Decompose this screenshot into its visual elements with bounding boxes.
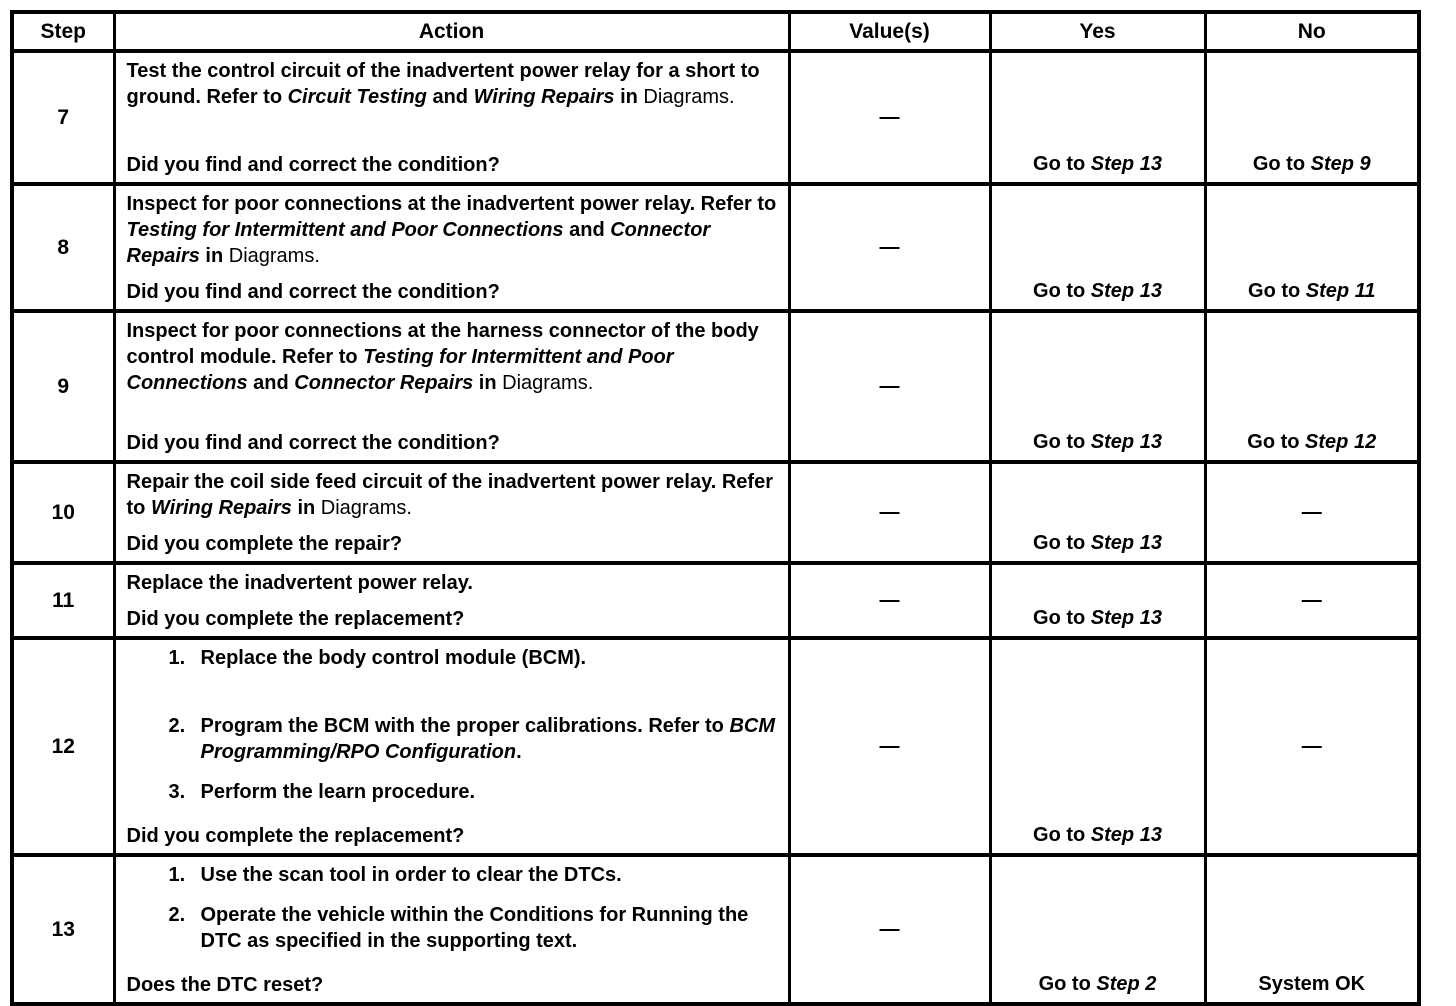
step-cell: 13 [12, 855, 114, 1004]
text-segment: Step 13 [1090, 280, 1162, 302]
cell-text [1207, 279, 1418, 304]
text-segment: Go to [1033, 153, 1091, 175]
dash-placeholder [1207, 588, 1418, 613]
table-row [12, 462, 1419, 563]
action-question: Did you complete the repair? [126, 533, 403, 555]
text-segment: Go to [1033, 532, 1091, 554]
list-number: 3. [168, 781, 186, 803]
text-segment: Test the control circuit of the inadvertent power relay for a short to ground. Refer to [126, 60, 760, 108]
action-paragraph [127, 469, 778, 521]
action-cell [114, 462, 789, 563]
dash-placeholder [791, 235, 989, 260]
cell-text [992, 430, 1204, 455]
text-segment: Step 13 [1090, 153, 1162, 175]
yes-cell [990, 311, 1205, 462]
no-cell [1205, 51, 1419, 184]
value-cell [789, 638, 990, 855]
text-segment: Inspect for poor connections at the inadvertent power relay. Refer to [126, 193, 777, 215]
action-list-item [127, 862, 778, 888]
action-question: Did you find and correct the condition? [126, 432, 500, 454]
cell-text [1207, 972, 1418, 997]
text-segment: Wiring Repairs [150, 497, 292, 519]
text-segment: Inspect for poor connections at the harness connector of the body control module. Refer to [126, 320, 759, 368]
table-row [12, 184, 1419, 311]
table-row [12, 638, 1419, 855]
text-segment: Perform the learn procedure. [200, 781, 476, 803]
yes-cell [990, 51, 1205, 184]
action-list-item [127, 779, 778, 805]
text-segment: — [1301, 735, 1322, 757]
text-segment: Connector Repairs [294, 372, 474, 394]
text-segment: Step 2 [1096, 973, 1157, 995]
no-cell [1205, 462, 1419, 563]
text-segment: Testing for Intermittent and Poor Connections [126, 346, 674, 394]
text-segment: Step 13 [1090, 532, 1162, 554]
action-cell [114, 311, 789, 462]
value-cell [789, 184, 990, 311]
yes-cell [990, 855, 1205, 1004]
cell-text [1207, 152, 1418, 177]
text-segment: Go to [1247, 431, 1306, 453]
list-item-text [201, 713, 778, 765]
list-item-text [201, 862, 778, 888]
column-header-step: Step [12, 12, 114, 51]
yes-cell [990, 184, 1205, 311]
text-segment: Repair the coil side feed circuit of the inadvertent power relay. Refer to [126, 471, 773, 519]
text-segment: — [879, 106, 900, 128]
cell-text [992, 152, 1204, 177]
text-segment: Go to [1248, 280, 1306, 302]
no-cell [1205, 638, 1419, 855]
action-cell [114, 638, 789, 855]
text-segment: — [879, 501, 900, 523]
text-segment: — [879, 918, 900, 940]
value-cell [789, 51, 990, 184]
value-cell [789, 855, 990, 1004]
step-cell: 10 [12, 462, 114, 563]
action-cell [114, 563, 789, 638]
diagnostic-table [10, 10, 1421, 1006]
value-cell [789, 462, 990, 563]
table-row [12, 51, 1419, 184]
text-segment: Step 9 [1310, 153, 1371, 175]
no-cell [1205, 311, 1419, 462]
action-paragraph [127, 58, 778, 110]
text-segment: . [516, 741, 522, 763]
list-number: 2. [168, 715, 186, 737]
list-number: 1. [168, 647, 186, 669]
text-segment: Wiring Repairs [473, 86, 615, 108]
text-segment: Diagrams. [502, 372, 594, 394]
dash-placeholder [791, 374, 989, 399]
text-segment: Step 13 [1090, 431, 1162, 453]
column-header-values: Value(s) [789, 12, 990, 51]
text-segment: — [879, 589, 900, 611]
cell-text [1207, 430, 1418, 455]
table-row [12, 311, 1419, 462]
dash-placeholder [791, 500, 989, 525]
action-list-item [127, 902, 778, 954]
text-segment: Diagrams. [228, 245, 320, 267]
text-segment: — [1301, 501, 1322, 523]
text-segment: Step 12 [1305, 431, 1377, 453]
text-segment: and [247, 372, 295, 394]
text-segment: Circuit Testing [287, 86, 427, 108]
table-row [12, 563, 1419, 638]
list-item-text [201, 779, 778, 805]
dash-placeholder [1207, 500, 1418, 525]
dash-placeholder [791, 588, 989, 613]
action-question: Does the DTC reset? [126, 974, 324, 996]
text-segment: Connector Repairs [126, 219, 711, 267]
list-item-text [201, 645, 778, 671]
action-cell [114, 855, 789, 1004]
dash-placeholder [791, 917, 989, 942]
text-segment: and [563, 219, 611, 241]
action-question: Did you find and correct the condition? [126, 281, 500, 303]
list-number: 1. [168, 864, 186, 886]
list-item-text [201, 902, 778, 954]
action-list-item [127, 713, 778, 765]
value-cell [789, 563, 990, 638]
column-header-action: Action [114, 12, 789, 51]
text-segment: — [879, 735, 900, 757]
text-segment: Diagrams. [643, 86, 735, 108]
column-header-no: No [1205, 12, 1419, 51]
action-cell [114, 51, 789, 184]
yes-cell [990, 638, 1205, 855]
step-cell: 9 [12, 311, 114, 462]
dash-placeholder [791, 734, 989, 759]
no-cell [1205, 563, 1419, 638]
text-segment: Go to [1033, 431, 1091, 453]
cell-text [992, 823, 1204, 848]
table-row [12, 855, 1419, 1004]
text-segment: Go to [1033, 607, 1091, 629]
text-segment: BCM Programming/RPO Configuration [200, 715, 776, 763]
text-segment: Operate the vehicle within the Conditions for Running the DTC as specified in the supporting text. [200, 904, 749, 952]
no-cell [1205, 855, 1419, 1004]
text-segment: Step 13 [1090, 607, 1162, 629]
action-paragraph [127, 570, 778, 596]
cell-text [992, 606, 1204, 631]
yes-cell [990, 563, 1205, 638]
action-question: Did you find and correct the condition? [126, 154, 500, 176]
list-number: 2. [168, 904, 186, 926]
action-paragraph [127, 191, 778, 269]
cell-text [992, 279, 1204, 304]
header-row [12, 12, 1419, 51]
text-segment: Replace the body control module (BCM). [200, 647, 587, 669]
action-question: Did you complete the replacement? [126, 825, 465, 847]
dash-placeholder [1207, 734, 1418, 759]
text-segment: Go to [1033, 280, 1091, 302]
action-cell [114, 184, 789, 311]
text-segment: in [199, 245, 229, 267]
step-cell: 11 [12, 563, 114, 638]
text-segment: in [291, 497, 321, 519]
text-segment: — [879, 236, 900, 258]
action-paragraph [127, 318, 778, 396]
no-cell [1205, 184, 1419, 311]
text-segment: Go to [1252, 153, 1311, 175]
text-segment: and [426, 86, 474, 108]
text-segment: Go to [1033, 824, 1091, 846]
table-body [12, 51, 1419, 1004]
value-cell [789, 311, 990, 462]
action-question: Did you complete the replacement? [126, 608, 465, 630]
text-segment: in [473, 372, 503, 394]
text-segment: Step 13 [1090, 824, 1162, 846]
step-cell: 7 [12, 51, 114, 184]
text-segment: in [614, 86, 644, 108]
yes-cell [990, 462, 1205, 563]
text-segment: Program the BCM with the proper calibrations. Refer to [200, 715, 730, 737]
step-cell: 12 [12, 638, 114, 855]
text-segment: Testing for Intermittent and Poor Connections [126, 219, 564, 241]
cell-text [992, 531, 1204, 556]
step-cell: 8 [12, 184, 114, 311]
column-header-yes: Yes [990, 12, 1205, 51]
text-segment: Diagrams. [320, 497, 412, 519]
dash-placeholder [791, 105, 989, 130]
cell-text [992, 972, 1204, 997]
action-list-item [127, 645, 778, 671]
text-segment: System OK [1258, 973, 1366, 995]
text-segment: Go to [1038, 973, 1097, 995]
text-segment: Use the scan tool in order to clear the DTCs. [200, 864, 622, 886]
text-segment: Replace the inadvertent power relay. [126, 572, 473, 594]
text-segment: — [1301, 589, 1322, 611]
text-segment: — [879, 375, 900, 397]
text-segment: Step 11 [1305, 280, 1376, 302]
